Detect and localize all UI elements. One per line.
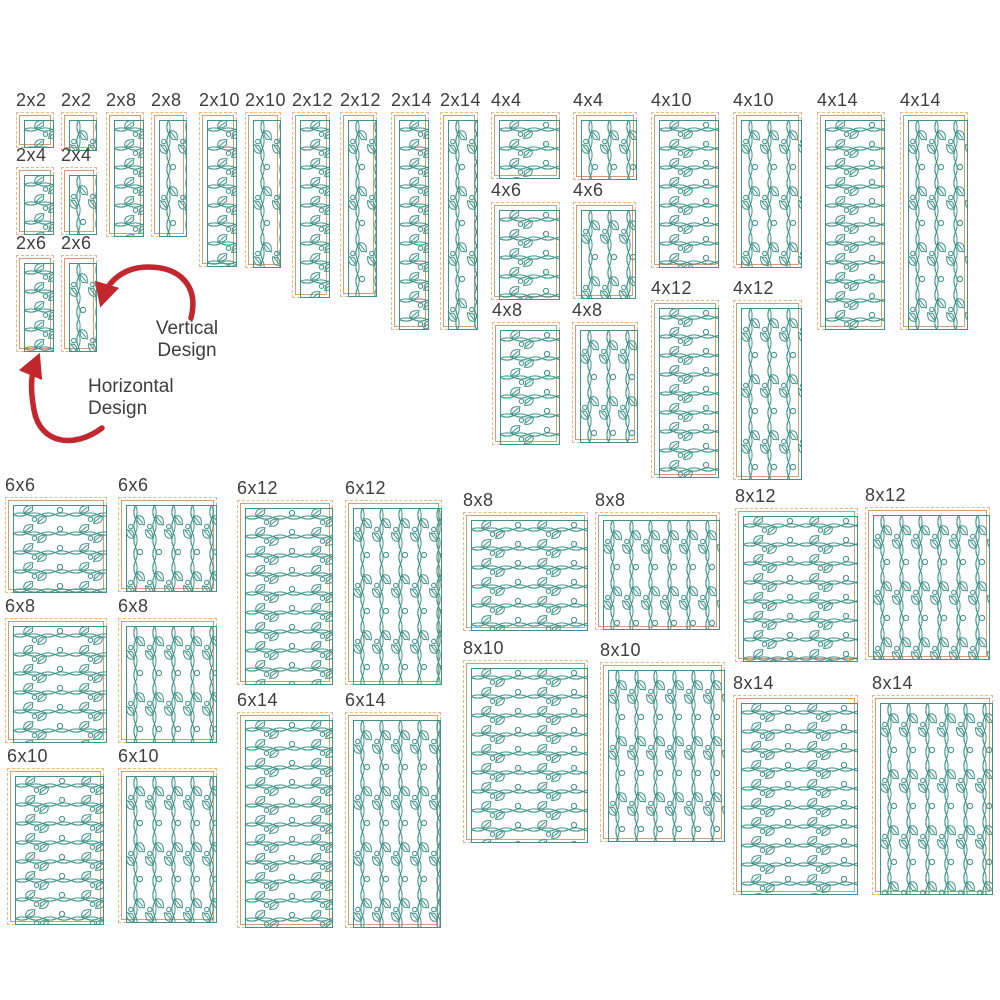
vine-pattern-horizontal — [207, 120, 237, 267]
vine-pattern-vertical — [69, 263, 97, 352]
vine-pattern-horizontal — [24, 120, 54, 148]
size-label: 8x8 — [463, 490, 494, 510]
vine-pattern-vertical — [126, 626, 217, 743]
size-label: 2x10 — [245, 90, 287, 110]
vine-pattern-vertical — [880, 703, 993, 895]
design-swatch-8x10-horizontal — [463, 638, 588, 843]
hoop-outline-dashed — [573, 202, 636, 299]
design-swatch-2x8-vertical — [151, 90, 187, 237]
vine-pattern-vertical — [608, 670, 725, 842]
vine-pattern-horizontal — [399, 120, 429, 330]
vine-pattern-horizontal — [500, 330, 560, 445]
size-label: 8x14 — [872, 673, 914, 693]
hoop-outline-solid — [443, 115, 475, 327]
vine-pattern-vertical — [126, 776, 217, 923]
hoop-outline-solid — [240, 503, 330, 682]
vine-pattern-horizontal — [825, 120, 885, 330]
hoop-outline-solid — [494, 115, 557, 176]
hoop-outline-solid — [295, 115, 327, 295]
size-label: 4x14 — [817, 90, 859, 110]
size-label: 4x4 — [491, 90, 522, 110]
hoop-outline-solid — [654, 303, 716, 475]
hoop-outline-dashed — [5, 497, 107, 593]
vine-pattern-horizontal — [743, 516, 858, 662]
hoop-outline-dashed — [16, 167, 54, 235]
hoop-outline-solid — [202, 115, 234, 264]
hoop-outline-solid — [575, 325, 635, 440]
size-label: 6x6 — [118, 475, 149, 495]
hoop-outline-dashed — [340, 112, 377, 297]
hoop-outline-solid — [654, 115, 716, 265]
design-swatch-6x8-vertical — [118, 596, 217, 743]
design-swatch-2x2-horizontal — [16, 90, 54, 148]
vine-pattern-vertical — [581, 210, 636, 299]
vine-pattern-vertical — [581, 120, 637, 180]
vine-pattern-horizontal — [499, 120, 560, 179]
horizontal-design-label-line2: Design — [88, 398, 148, 419]
hoop-outline-solid — [121, 500, 214, 589]
hoop-outline-dashed — [463, 660, 588, 843]
hoop-outline-dashed — [900, 112, 968, 330]
design-swatch-8x8-vertical — [595, 490, 720, 630]
hoop-outline-solid — [603, 665, 722, 839]
hoop-outline-dashed — [106, 112, 144, 237]
hoop-outline-dashed — [651, 112, 719, 268]
hoop-outline-solid — [8, 500, 104, 590]
design-swatch-8x14-vertical — [872, 673, 993, 895]
design-swatch-6x14-vertical — [345, 690, 441, 928]
hoop-outline-solid — [598, 515, 717, 627]
horizontal-design-label — [88, 376, 198, 420]
design-swatch-4x4-horizontal — [491, 90, 560, 179]
hoop-outline-solid — [868, 510, 987, 657]
hoop-outline-dashed — [61, 167, 97, 235]
hoop-outline-solid — [736, 698, 855, 892]
design-swatch-4x14-horizontal — [817, 90, 885, 330]
hoop-outline-dashed — [595, 512, 720, 630]
size-label: 6x10 — [7, 746, 49, 766]
vine-pattern-horizontal — [13, 626, 107, 743]
size-label: 4x6 — [573, 180, 604, 200]
size-label: 2x8 — [151, 90, 182, 110]
vine-pattern-vertical — [159, 120, 187, 237]
hoop-outline-dashed — [817, 112, 885, 330]
vine-pattern-horizontal — [24, 263, 54, 352]
size-label: 2x10 — [199, 90, 241, 110]
size-label: 6x12 — [237, 478, 279, 498]
hoop-outline-dashed — [61, 255, 97, 352]
vine-pattern-vertical — [580, 330, 638, 443]
size-label: 6x14 — [345, 690, 387, 710]
hoop-outline-dashed — [245, 112, 281, 268]
hoop-outline-solid — [343, 115, 374, 294]
vine-pattern-vertical — [603, 520, 720, 630]
hoop-outline-solid — [738, 511, 855, 659]
design-swatch-4x12-horizontal — [651, 278, 719, 478]
hoop-outline-solid — [903, 115, 965, 327]
size-label: 8x12 — [865, 485, 907, 505]
design-swatch-2x10-horizontal — [199, 90, 241, 267]
hoop-outline-solid — [10, 771, 101, 922]
design-swatch-6x10-vertical — [118, 746, 217, 923]
hoop-outline-dashed — [463, 512, 588, 631]
hoop-outline-solid — [8, 621, 104, 740]
design-swatch-6x12-vertical — [345, 478, 442, 685]
hoop-outline-solid — [19, 258, 51, 349]
hoop-outline-dashed — [573, 112, 637, 180]
size-label: 4x10 — [733, 90, 775, 110]
hoop-outline-solid — [494, 205, 557, 297]
vine-pattern-horizontal — [13, 505, 107, 593]
vertical-design-label-line2: Design — [157, 340, 217, 361]
vine-pattern-vertical — [348, 120, 377, 297]
hoop-outline-solid — [736, 115, 799, 265]
design-swatch-6x6-horizontal — [5, 475, 107, 593]
size-label: 2x6 — [61, 233, 92, 253]
size-label: 6x8 — [5, 596, 36, 616]
size-label: 8x12 — [735, 486, 777, 506]
size-label: 4x12 — [733, 278, 775, 298]
size-label: 2x2 — [16, 90, 47, 110]
vine-pattern-horizontal — [741, 703, 858, 895]
design-swatch-4x8-vertical — [572, 300, 638, 443]
hoop-outline-solid — [248, 115, 278, 265]
size-label: 6x8 — [118, 596, 149, 616]
design-swatch-8x8-horizontal — [463, 490, 588, 631]
hoop-outline-solid — [121, 621, 214, 740]
vine-pattern-horizontal — [471, 668, 588, 843]
vine-pattern-horizontal — [114, 120, 144, 237]
hoop-outline-dashed — [151, 112, 187, 237]
vine-pattern-horizontal — [659, 308, 719, 478]
design-swatch-4x6-vertical — [573, 180, 636, 299]
hoop-outline-dashed — [872, 695, 993, 895]
hoop-outline-solid — [394, 115, 426, 327]
vine-pattern-horizontal — [659, 120, 719, 268]
hoop-outline-dashed — [118, 768, 217, 923]
hoop-outline-dashed — [292, 112, 330, 298]
size-label: 4x14 — [900, 90, 942, 110]
design-swatch-8x14-horizontal — [733, 673, 858, 895]
size-label: 4x8 — [492, 300, 523, 320]
hoop-outline-solid — [348, 715, 438, 925]
size-label: 8x14 — [733, 673, 775, 693]
hoop-outline-dashed — [5, 618, 107, 743]
hoop-outline-dashed — [345, 712, 441, 928]
design-swatch-6x14-horizontal — [237, 690, 333, 928]
hoop-outline-solid — [466, 663, 585, 840]
hoop-outline-solid — [495, 325, 557, 442]
hoop-outline-dashed — [199, 112, 237, 267]
design-swatch-6x10-horizontal — [7, 746, 104, 925]
size-label: 6x10 — [118, 746, 160, 766]
vine-pattern-horizontal — [300, 120, 330, 298]
design-swatch-2x14-vertical — [440, 90, 482, 330]
vine-pattern-vertical — [873, 515, 990, 660]
design-swatch-2x8-horizontal — [106, 90, 144, 237]
hoop-outline-solid — [19, 170, 51, 232]
hoop-outline-dashed — [735, 508, 858, 662]
hoop-outline-dashed — [865, 507, 990, 660]
size-label: 4x4 — [573, 90, 604, 110]
hoop-outline-dashed — [440, 112, 478, 330]
vine-pattern-vertical — [253, 120, 281, 268]
hoop-outline-solid — [466, 515, 585, 628]
design-swatch-2x6-vertical — [61, 233, 97, 352]
hoop-outline-dashed — [733, 112, 802, 268]
design-swatch-8x12-vertical — [865, 485, 990, 660]
size-label: 4x10 — [651, 90, 693, 110]
design-swatch-8x12-horizontal — [735, 486, 858, 662]
hoop-outline-solid — [109, 115, 141, 234]
design-swatch-2x10-vertical — [245, 90, 287, 268]
horizontal-design-label-line1: Horizontal — [88, 376, 174, 397]
design-swatch-6x8-horizontal — [5, 596, 107, 743]
vine-pattern-vertical — [908, 120, 968, 330]
size-label: 8x10 — [600, 640, 642, 660]
size-label: 2x14 — [440, 90, 482, 110]
size-label: 2x12 — [292, 90, 334, 110]
vine-pattern-horizontal — [24, 175, 54, 235]
design-swatch-2x14-horizontal — [391, 90, 433, 330]
hoop-outline-dashed — [492, 322, 560, 445]
hoop-outline-solid — [576, 205, 633, 296]
size-label: 2x12 — [340, 90, 382, 110]
vine-pattern-vertical — [448, 120, 478, 330]
vine-pattern-vertical — [126, 505, 217, 592]
size-label: 2x4 — [61, 145, 92, 165]
vine-pattern-vertical — [353, 720, 441, 928]
hoop-outline-solid — [64, 115, 94, 148]
hoop-outline-dashed — [16, 112, 54, 148]
size-label: 2x14 — [391, 90, 433, 110]
design-swatch-2x4-horizontal — [16, 145, 54, 235]
hoop-outline-solid — [820, 115, 882, 327]
size-label: 4x8 — [572, 300, 603, 320]
hoop-outline-dashed — [651, 300, 719, 478]
hoop-outline-solid — [576, 115, 634, 177]
hoop-outline-dashed — [733, 695, 858, 895]
hoop-outline-dashed — [16, 255, 54, 352]
vine-pattern-horizontal — [471, 520, 588, 631]
hoop-outline-dashed — [118, 497, 217, 592]
vertical-design-label — [148, 318, 226, 362]
hoop-outline-solid — [64, 170, 94, 232]
vine-pattern-vertical — [741, 120, 802, 268]
size-label: 6x6 — [5, 475, 36, 495]
design-swatch-4x8-horizontal — [492, 300, 560, 445]
hoop-outline-solid — [19, 115, 51, 145]
vine-pattern-vertical — [353, 508, 442, 685]
design-swatch-4x14-vertical — [900, 90, 968, 330]
hoop-outline-solid — [348, 503, 439, 682]
design-swatch-6x12-horizontal — [237, 478, 333, 685]
hoop-outline-solid — [64, 258, 94, 349]
design-swatch-6x6-vertical — [118, 475, 217, 592]
design-swatch-4x10-horizontal — [651, 90, 719, 268]
size-label: 8x8 — [595, 490, 626, 510]
hoop-outline-dashed — [237, 500, 333, 685]
hoop-outline-dashed — [345, 500, 442, 685]
design-swatch-2x12-horizontal — [292, 90, 334, 298]
size-label: 2x4 — [16, 145, 47, 165]
hoop-outline-solid — [154, 115, 184, 234]
size-label: 4x12 — [651, 278, 693, 298]
size-label: 6x12 — [345, 478, 387, 498]
hoop-outline-dashed — [7, 768, 104, 925]
hoop-outline-dashed — [491, 112, 560, 179]
design-swatch-8x10-vertical — [600, 640, 725, 842]
design-swatch-2x6-horizontal — [16, 233, 54, 352]
size-label: 6x14 — [237, 690, 279, 710]
vertical-design-label-line1: Vertical — [155, 318, 219, 339]
vine-pattern-vertical — [69, 175, 97, 235]
size-label: 4x6 — [491, 180, 522, 200]
size-label: 2x8 — [106, 90, 137, 110]
hoop-outline-dashed — [118, 618, 217, 743]
hoop-outline-dashed — [237, 712, 333, 928]
design-swatch-2x4-vertical — [61, 145, 97, 235]
design-swatch-2x12-vertical — [340, 90, 382, 297]
size-label: 8x10 — [463, 638, 505, 658]
vine-pattern-horizontal — [499, 210, 560, 300]
hoop-outline-dashed — [733, 300, 802, 480]
design-swatch-4x10-vertical — [733, 90, 802, 268]
design-swatch-4x12-vertical — [733, 278, 802, 480]
vine-pattern-horizontal — [15, 776, 104, 925]
size-label: 2x2 — [61, 90, 92, 110]
hoop-outline-dashed — [391, 112, 429, 330]
vine-pattern-horizontal — [245, 720, 333, 928]
vine-pattern-horizontal — [245, 508, 333, 685]
design-swatch-4x6-horizontal — [491, 180, 560, 300]
vertical-design-arrow-icon — [103, 267, 193, 318]
hoop-outline-solid — [875, 698, 990, 892]
vine-pattern-vertical — [741, 308, 802, 480]
size-label: 2x6 — [16, 233, 47, 253]
design-swatch-4x4-vertical — [573, 90, 637, 180]
hoop-outline-dashed — [600, 662, 725, 842]
hoop-outline-dashed — [491, 202, 560, 300]
hoop-outline-solid — [240, 715, 330, 925]
hoop-outline-solid — [736, 303, 799, 477]
hoop-outline-dashed — [572, 322, 638, 443]
hoop-outline-solid — [121, 771, 214, 920]
